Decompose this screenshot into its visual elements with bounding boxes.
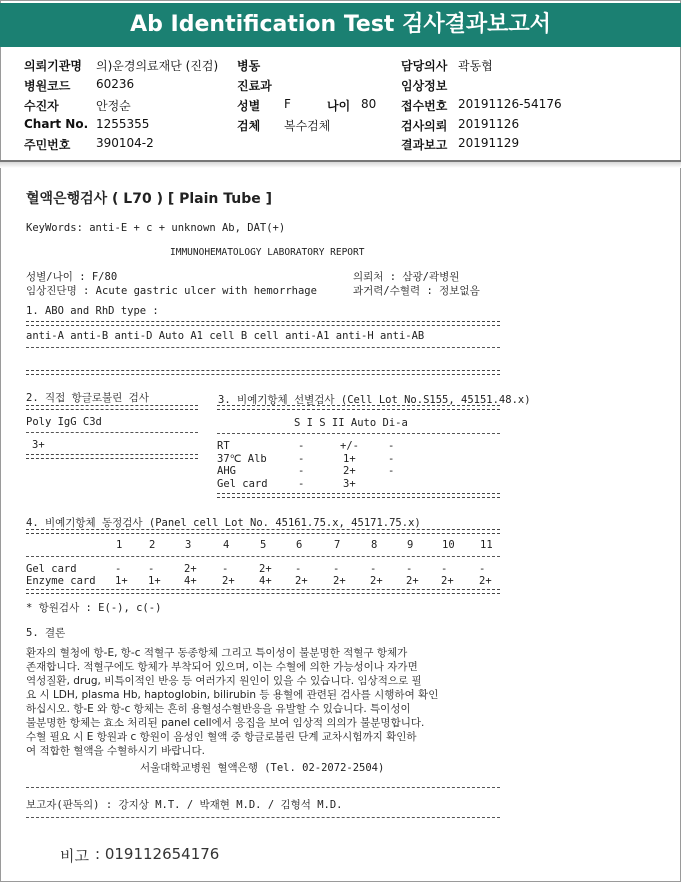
section4-rule-bottom — [26, 589, 500, 594]
panel-column-header: 9 — [407, 539, 414, 551]
panel-cell: - — [333, 563, 340, 575]
panel-cell: - — [148, 563, 155, 575]
remark-value: : 019112654176 — [95, 845, 220, 863]
panel-cell: 2+ — [295, 575, 308, 587]
patient-value: 안정순 — [96, 99, 131, 113]
s3-cell: +/- — [340, 440, 359, 452]
section3-rule-top — [217, 405, 500, 410]
panel-cell: - — [370, 563, 377, 575]
panel-row-label: Enzyme card — [26, 575, 96, 587]
conclusion-line: 여 적합한 혈액을 수혈하시기 바랍니다. — [26, 745, 205, 757]
section4-title: 4. 비예기항체 동정검사 (Panel cell Lot No. 45161.75.x, 45171.75.x) — [26, 517, 421, 529]
institution-value: 의)운경의료재단 (진검) — [96, 59, 219, 73]
panel-column-header: 6 — [296, 539, 303, 551]
panel-cell: 1+ — [148, 575, 161, 587]
panel-column-header: 10 — [442, 539, 455, 551]
dept-label: 진료과 — [237, 79, 272, 93]
conclusion-line: 역성질환, drug, 비특이적인 반응 등 여러가지 원인이 있을 수 있습니다. 임상적으로 필 — [26, 675, 422, 687]
section1-rule-mid — [26, 347, 500, 348]
section3-headers: S I S II Auto Di-a — [294, 417, 408, 429]
reporter-rule-top — [26, 787, 500, 788]
reporter: 보고자(판독의) : 강지상 M.T. / 박재현 M.D. / 김형석 M.D. — [26, 799, 343, 811]
section1-rule-top — [26, 321, 500, 326]
patient-label: 수진자 — [24, 99, 59, 113]
section2-title: 2. 직접 항글로불린 검사 — [26, 392, 149, 404]
panel-column-header: 4 — [223, 539, 230, 551]
panel-cell: 4+ — [184, 575, 197, 587]
section1-rule-bottom — [26, 370, 500, 375]
receipt-value: 20191126-54176 — [458, 97, 562, 111]
request-label: 검사의뢰 — [401, 119, 448, 133]
antigen-test: * 항원검사 : E(-), c(-) — [26, 602, 162, 614]
s3-row-label: Gel card — [217, 478, 268, 490]
panel-column-header: 1 — [116, 539, 123, 551]
clinical-label: 임상정보 — [401, 79, 448, 93]
referrer: 의뢰처 : 삼광/곽병원 — [353, 271, 460, 283]
panel-column-header: 5 — [260, 539, 267, 551]
section5-title: 5. 결론 — [26, 627, 66, 639]
chart-label: Chart No. — [24, 117, 89, 131]
panel-column-header: 3 — [185, 539, 192, 551]
institution-label: 의뢰기관명 — [24, 59, 82, 73]
history: 과거력/수혈력 : 정보없음 — [353, 285, 480, 297]
section1-headers: anti-A anti-B anti-D Auto A1 cell B cell anti-A1 anti-H anti-AB — [26, 330, 425, 342]
conclusion-line: 하십시오. 항-E 와 항-c 항체는 흔히 용혈성수혈반응을 유발할 수 있습니다. 특이성이 — [26, 703, 411, 715]
conclusion-paragraph — [26, 646, 546, 758]
s3-cell: 2+ — [343, 465, 356, 477]
chart-value: 1255355 — [96, 117, 150, 131]
section3-rule-mid — [217, 433, 500, 434]
report-date-label: 결과보고 — [401, 138, 448, 152]
s3-cell: - — [388, 453, 395, 465]
panel-cell: - — [115, 563, 122, 575]
panel-cell: - — [295, 563, 302, 575]
panel-column-header: 8 — [371, 539, 378, 551]
panel-cell: 2+ — [441, 575, 454, 587]
panel-cell: 2+ — [333, 575, 346, 587]
section4-rule-mid — [26, 556, 500, 557]
age-value: 80 — [361, 97, 377, 111]
section3-rule-bottom — [217, 493, 500, 498]
s3-cell: 3+ — [343, 478, 356, 490]
report-title: Ab Identification Test 검사결과보고서 — [0, 3, 681, 47]
section1-title: 1. ABO and RhD type : — [26, 305, 159, 317]
conclusion-line: 불분명한 항체는 효소 처리된 panel cell에서 응집을 보여 임상적 의의가 불분명합니다. — [26, 717, 425, 729]
conclusion-line: 요 시 LDH, plasma Hb, haptoglobin, bilirubin 등 용혈에 관련된 검사를 시행하여 확인 — [26, 689, 439, 701]
s3-cell: - — [298, 465, 305, 477]
ward-label: 병동 — [237, 59, 261, 73]
lab-contact: 서울대학교병원 혈액은행 (Tel. 02-2072-2504) — [140, 762, 385, 774]
s3-row-label: 37℃ Alb — [217, 453, 267, 465]
panel-cell: 2+ — [479, 575, 492, 587]
id-label: 주민번호 — [24, 138, 71, 152]
section3-title: 3. 비예기항체 선별검사 (Cell Lot No.S155, 45151.48.x) — [218, 394, 531, 406]
report-date-value: 20191129 — [458, 136, 520, 150]
section2-value: 3+ — [32, 439, 45, 451]
receipt-label: 접수번호 — [401, 99, 448, 113]
specimen-value: 복수검체 — [284, 119, 331, 133]
panel-row-label: Gel card — [26, 563, 77, 575]
s3-cell: - — [388, 465, 395, 477]
panel-cell: 2+ — [406, 575, 419, 587]
doctor-label: 담당의사 — [401, 59, 448, 73]
report-heading: 혈액은행검사 ( L70 ) [ Plain Tube ] — [26, 191, 273, 207]
reporter-rule-bottom — [26, 817, 500, 818]
panel-column-header: 2 — [149, 539, 156, 551]
panel-cell: 2+ — [370, 575, 383, 587]
panel-cell: 1+ — [115, 575, 128, 587]
panel-column-header: 11 — [480, 539, 493, 551]
s3-cell: - — [298, 453, 305, 465]
panel-cell: - — [222, 563, 229, 575]
section4-rule-top — [26, 529, 500, 534]
hospital-code-value: 60236 — [96, 77, 135, 91]
conclusion-line: 존재합니다. 적혈구에도 항체가 부착되어 있으며, 이는 수혈에 의한 가능성이나 자가면 — [26, 661, 418, 673]
keywords: KeyWords: anti-E + c + unknown Ab, DAT(+) — [26, 222, 286, 234]
panel-cell: - — [441, 563, 448, 575]
s3-cell: - — [298, 478, 305, 490]
request-value: 20191126 — [458, 117, 520, 131]
section2-rule-bottom — [26, 454, 198, 459]
sex-value: F — [284, 97, 291, 111]
s3-cell: - — [388, 440, 395, 452]
panel-cell: 4+ — [259, 575, 272, 587]
specimen-label: 검체 — [237, 119, 261, 133]
panel-cell: - — [406, 563, 413, 575]
doctor-value: 곽동협 — [458, 59, 493, 73]
conclusion-line: 환자의 혈청에 항-E, 항-c 적혈구 동종항체 그리고 특이성이 불분명한 적혈구 항체가 — [26, 647, 408, 659]
s3-cell: - — [298, 440, 305, 452]
hospital-code-label: 병원코드 — [24, 79, 71, 93]
age-label: 나이 — [327, 99, 351, 113]
section2-rule-mid — [26, 432, 198, 433]
s3-row-label: RT — [217, 440, 230, 452]
panel-cell: 2+ — [222, 575, 235, 587]
header-shadow — [0, 162, 681, 168]
s3-cell: 1+ — [343, 453, 356, 465]
conclusion-line: 수혈 필요 시 E 항원과 c 항원이 음성인 혈액 중 항글로불린 단계 교차시험까지 확인하 — [26, 731, 417, 743]
panel-cell: 2+ — [184, 563, 197, 575]
panel-cell: 2+ — [259, 563, 272, 575]
s3-row-label: AHG — [217, 465, 236, 477]
sex-label: 성별 — [237, 99, 261, 113]
sex-age: 성별/나이 : F/80 — [26, 271, 118, 283]
lab-title: IMMUNOHEMATOLOGY LABORATORY REPORT — [170, 247, 365, 258]
id-value: 390104-2 — [96, 136, 154, 150]
panel-column-header: 7 — [334, 539, 341, 551]
remark-label: 비고 — [60, 847, 89, 865]
diagnosis: 임상진단명 : Acute gastric ulcer with hemorrhage — [26, 285, 317, 297]
panel-cell: - — [479, 563, 486, 575]
section2-headers: Poly IgG C3d — [26, 416, 102, 428]
section2-rule-top — [26, 405, 198, 410]
